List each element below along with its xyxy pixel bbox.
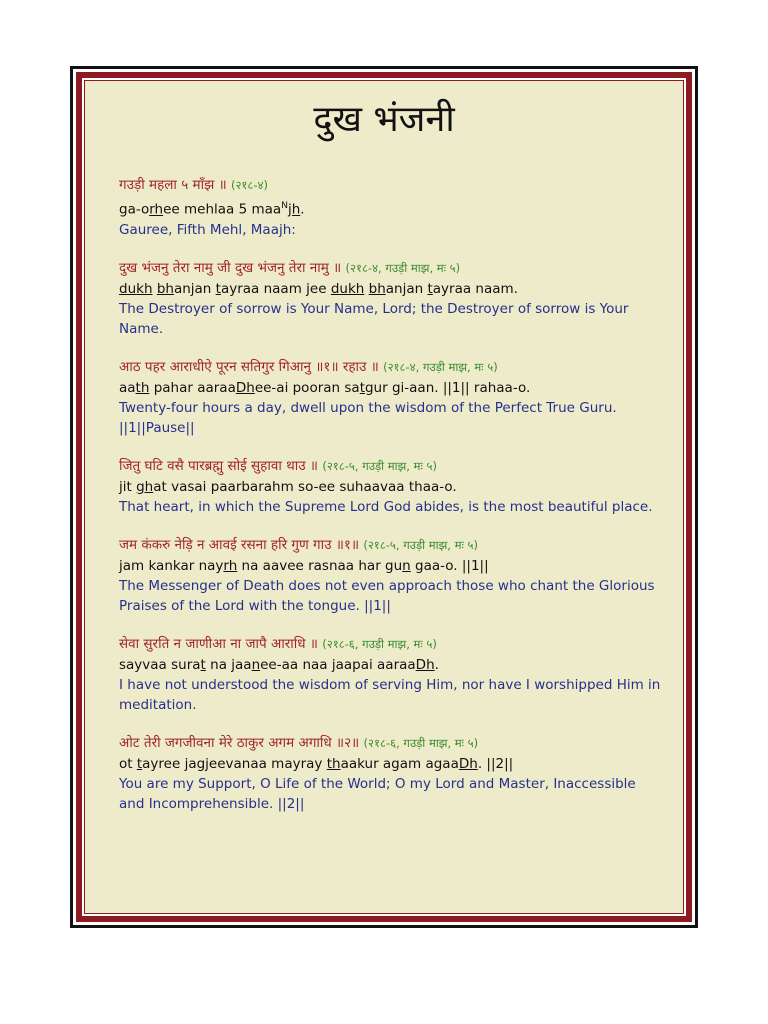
english-translation: I have not understood the wisdom of serving Him, nor have I worshipped Him in meditation. — [119, 676, 661, 713]
verse-1 — [119, 174, 664, 240]
gurmukhi-line: जम कंकरु नेड़ि न आवई रसना हरि गुण गाउ ॥१॥ (२१८-५, गउड़ी माझ, मः ५) — [119, 536, 478, 553]
transliteration: ga-orhee mehlaa 5 maa$^N$jh. — [119, 201, 305, 218]
verse-6 — [119, 633, 664, 715]
transliteration: jit ghat vasai paarbarahm so-ee suhaavaa thaa-o. — [119, 478, 457, 495]
english-translation: The Messenger of Death does not even approach those who chant the Glorious Praises of the Lord with the tongue. ||1|| — [119, 577, 655, 614]
verse-reference: (२१८-५, गउड़ी माझ, मः ५) — [322, 458, 437, 473]
verse-reference: (२१८-४) — [230, 178, 268, 192]
english-translation: The Destroyer of sorrow is Your Name, Lord; the Destroyer of sorrow is Your Name. — [119, 300, 629, 337]
transliteration: ot tayree jagjeevanaa mayray thaakur agam agaaDh. ||2|| — [119, 755, 514, 772]
verse-3 — [119, 356, 664, 438]
english-translation: Twenty-four hours a day, dwell upon the wisdom of the Perfect True Guru. ||1||Pause|| — [119, 399, 617, 436]
verse-reference: (२१८-५, गउड़ी माझ, मः ५) — [363, 537, 478, 552]
gurmukhi-line: सेवा सुरति न जाणीआ ना जापै आराधि ॥ (२१८-६, गउड़ी माझ, मः ५) — [119, 635, 437, 652]
page-title: दुख भंजनी — [313, 99, 455, 140]
verse-reference: (२१८-६, गउड़ी माझ, मः ५) — [363, 735, 479, 750]
transliteration: aath pahar aaraaDhee-ai pooran satgur gi-aan. ||1|| rahaa-o. — [119, 379, 531, 396]
gurmukhi-line: आठ पहर आराधीऐ पूरन सतिगुर गिआनु ॥१॥ रहाउ ॥ (२१८-४, गउड़ी माझ, मः ५) — [119, 358, 498, 375]
english-translation: You are my Support, O Life of the World; O my Lord and Master, Inaccessible and Incomprehensible. ||2|| — [119, 775, 636, 812]
gurmukhi-line: दुख भंजनु तेरा नामु जी दुख भंजनु तेरा नामु ॥ (२१८-४, गउड़ी माझ, मः ५) — [119, 259, 461, 276]
gurmukhi-line: ओट तेरी जगजीवना मेरे ठाकुर अगम अगाधि ॥२॥ (२१८-६, गउड़ी माझ, मः ५) — [119, 734, 479, 751]
verse-2 — [119, 257, 664, 339]
verse-list — [119, 174, 664, 831]
verse-5 — [119, 534, 664, 616]
verse-reference: (२१८-४, गउड़ी माझ, मः ५) — [383, 359, 498, 374]
transliteration: jam kankar nayrh na aavee rasnaa har gun gaa-o. ||1|| — [119, 557, 489, 574]
english-translation: That heart, in which the Supreme Lord God abides, is the most beautiful place. — [119, 498, 653, 515]
english-translation: Gauree, Fifth Mehl, Maajh: — [119, 221, 296, 238]
gurmukhi-line: जितु घटि वसै पारब्रह्मु सोई सुहावा थाउ ॥ (२१८-५, गउड़ी माझ, मः ५) — [119, 457, 437, 474]
transliteration: dukh bhanjan tayraa naam jee dukh bhanjan tayraa naam. — [119, 280, 518, 297]
transliteration: sayvaa surat na jaanee-aa naa jaapai aaraaDh. — [119, 656, 439, 673]
verse-reference: (२१८-६, गउड़ी माझ, मः ५) — [322, 636, 437, 651]
gurmukhi-line: गउड़ी महला ५ माँझ ॥ (२१८-४) — [119, 177, 268, 193]
verse-4 — [119, 455, 664, 517]
verse-7 — [119, 732, 664, 814]
verse-reference: (२१८-४, गउड़ी माझ, मः ५) — [345, 260, 461, 275]
